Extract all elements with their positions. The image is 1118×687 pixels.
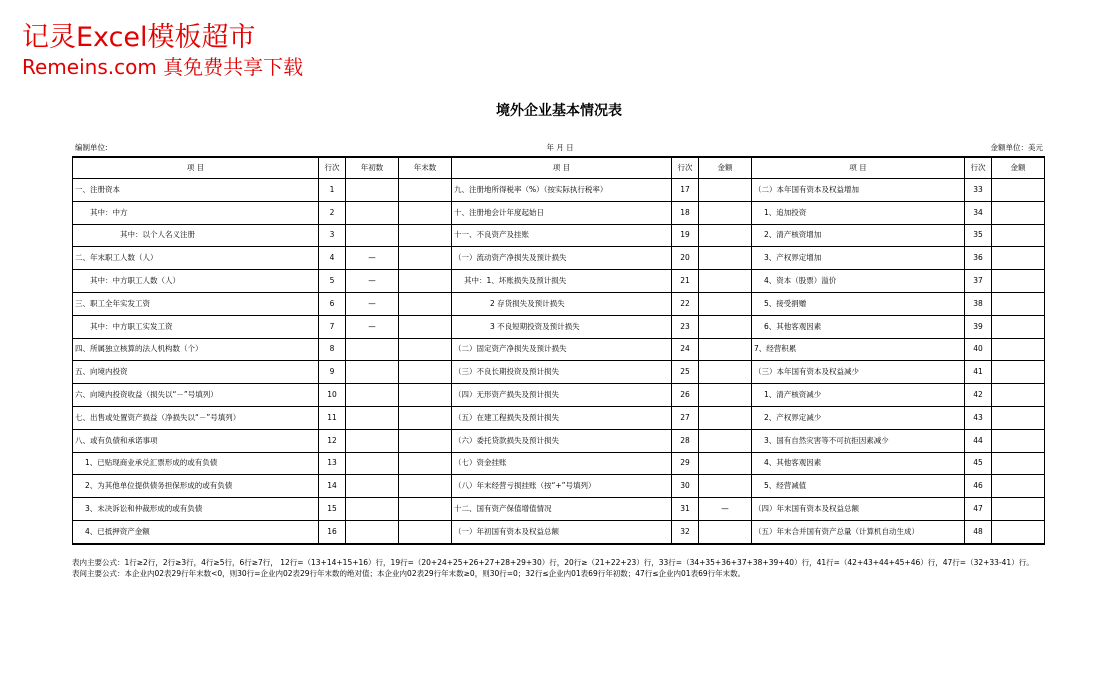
item-cell-3: 3、国有自然灾害等不可抗拒因素减少	[752, 429, 965, 452]
line-no-cell-3: 33	[965, 179, 992, 202]
header-item-2: 项 目	[452, 157, 672, 179]
closing-value-cell[interactable]	[399, 452, 452, 475]
line-no-cell: 3	[319, 224, 346, 247]
item-cell-3: （二）本年国有资本及权益增加	[752, 179, 965, 202]
table-row	[73, 361, 1045, 384]
item-cell-2: 十、注册地会计年度起始日	[452, 201, 672, 224]
line-no-cell-2: 18	[672, 201, 699, 224]
item-cell-3: 5、接受捐赠	[752, 292, 965, 315]
table-body	[73, 157, 1045, 544]
formula-notes	[72, 557, 1044, 579]
line-no-cell-3: 44	[965, 429, 992, 452]
closing-value-cell[interactable]	[399, 179, 452, 202]
line-no-cell: 14	[319, 475, 346, 498]
item-cell-2: （三）不良长期投资及预计损失	[452, 361, 672, 384]
header-opening: 年初数	[346, 157, 399, 179]
line-no-cell: 12	[319, 429, 346, 452]
amount-cell-2[interactable]	[699, 384, 752, 407]
item-cell-3: 6、其他客观因素	[752, 315, 965, 338]
amount-cell-3[interactable]	[992, 292, 1045, 315]
closing-value-cell[interactable]	[399, 315, 452, 338]
opening-value-cell[interactable]: —	[346, 315, 399, 338]
opening-value-cell[interactable]	[346, 361, 399, 384]
opening-value-cell[interactable]	[346, 338, 399, 361]
line-no-cell: 11	[319, 406, 346, 429]
opening-value-cell[interactable]: —	[346, 270, 399, 293]
opening-value-cell[interactable]	[346, 475, 399, 498]
item-cell: 六、向境内投资收益（损失以“－”号填列）	[73, 384, 319, 407]
line-no-cell-2: 26	[672, 384, 699, 407]
closing-value-cell[interactable]	[399, 361, 452, 384]
amount-cell-2[interactable]	[699, 475, 752, 498]
table-row	[73, 247, 1045, 270]
amount-cell-3[interactable]	[992, 247, 1045, 270]
item-cell-2: （四）无形资产损失及预计损失	[452, 384, 672, 407]
opening-value-cell[interactable]	[346, 384, 399, 407]
header-amount-2: 金额	[699, 157, 752, 179]
amount-cell-3[interactable]	[992, 224, 1045, 247]
header-line-no: 行次	[319, 157, 346, 179]
watermark-line-2: Remeins.com 真免费共享下载	[22, 55, 304, 79]
header-amount-3: 金额	[992, 157, 1045, 179]
line-no-cell-2: 27	[672, 406, 699, 429]
item-cell-2: （八）年末经营亏损挂账（按“+”号填列）	[452, 475, 672, 498]
line-no-cell-3: 38	[965, 292, 992, 315]
amount-cell-3[interactable]	[992, 338, 1045, 361]
item-cell: 其中：以个人名义注册	[73, 224, 319, 247]
header-line-no-3: 行次	[965, 157, 992, 179]
opening-value-cell[interactable]	[346, 452, 399, 475]
amount-cell-2[interactable]	[699, 406, 752, 429]
item-cell-3: （五）年末合并国有资产总量（计算机自动生成）	[752, 520, 965, 543]
amount-cell-2[interactable]	[699, 292, 752, 315]
line-no-cell: 4	[319, 247, 346, 270]
line-no-cell: 1	[319, 179, 346, 202]
closing-value-cell[interactable]	[399, 201, 452, 224]
line-no-cell: 9	[319, 361, 346, 384]
info-table	[72, 156, 1045, 545]
amount-cell-3[interactable]	[992, 270, 1045, 293]
line-no-cell-2: 21	[672, 270, 699, 293]
amount-cell-3[interactable]	[992, 361, 1045, 384]
amount-cell-3[interactable]	[992, 498, 1045, 521]
item-cell: 三、职工全年实发工资	[73, 292, 319, 315]
item-cell: 二、年末职工人数（人）	[73, 247, 319, 270]
item-cell-2: （二）固定资产净损失及预计损失	[452, 338, 672, 361]
line-no-cell-2: 30	[672, 475, 699, 498]
opening-value-cell[interactable]	[346, 520, 399, 543]
date-label: 年 月 日	[546, 143, 574, 152]
item-cell-2: 3 不良短期投资及预计损失	[452, 315, 672, 338]
closing-value-cell[interactable]	[399, 338, 452, 361]
line-no-cell-2: 29	[672, 452, 699, 475]
formula-note-inter: 表间主要公式：本企业内02表29行年末数<0，则30行=企业内02表29行年末数的绝对值；本企业内02表29行年末数≥0，则30行=0；32行≤企业内01表69行年初数；47行≤企业内01表69行年末数。	[72, 569, 746, 578]
line-no-cell: 5	[319, 270, 346, 293]
item-cell-2: 十二、国有资产保值增值情况	[452, 498, 672, 521]
table-row	[73, 292, 1045, 315]
line-no-cell-3: 39	[965, 315, 992, 338]
item-cell-3: （三）本年国有资本及权益减少	[752, 361, 965, 384]
item-cell: 四、所属独立核算的法人机构数（个）	[73, 338, 319, 361]
line-no-cell-3: 34	[965, 201, 992, 224]
item-cell-3: （四）年末国有资本及权益总额	[752, 498, 965, 521]
amount-cell-3[interactable]	[992, 520, 1045, 543]
table-row	[73, 338, 1045, 361]
amount-cell-2[interactable]	[699, 224, 752, 247]
item-cell-3: 2、产权界定减少	[752, 406, 965, 429]
line-no-cell-3: 37	[965, 270, 992, 293]
formula-note-intra: 表内主要公式：1行≥2行，2行≥3行，4行≥5行，6行≥7行， 12行=（13+14+15+16）行，19行=（20+24+25+26+27+28+29+30）行，20行≥（21+22+23）行，33行=（34+35+36+37+38+39+40）行，41行=（42+43+44+45+46）行，47行=（32+33-41）行。	[72, 558, 1034, 567]
amount-cell-3[interactable]	[992, 201, 1045, 224]
opening-value-cell[interactable]	[346, 498, 399, 521]
table-row	[73, 179, 1045, 202]
item-cell: 五、向境内投资	[73, 361, 319, 384]
amount-cell-3[interactable]	[992, 384, 1045, 407]
amount-cell-2[interactable]: —	[699, 498, 752, 521]
line-no-cell-3: 42	[965, 384, 992, 407]
line-no-cell-2: 32	[672, 520, 699, 543]
line-no-cell-2: 25	[672, 361, 699, 384]
item-cell: 其中：中方职工人数（人）	[73, 270, 319, 293]
line-no-cell: 2	[319, 201, 346, 224]
line-no-cell-3: 36	[965, 247, 992, 270]
opening-value-cell[interactable]	[346, 406, 399, 429]
line-no-cell-3: 40	[965, 338, 992, 361]
item-cell-3: 2、清产核资增加	[752, 224, 965, 247]
amount-cell-3[interactable]	[992, 179, 1045, 202]
table-row	[73, 224, 1045, 247]
opening-value-cell[interactable]	[346, 224, 399, 247]
table-header-row	[73, 157, 1045, 179]
closing-value-cell[interactable]	[399, 406, 452, 429]
opening-value-cell[interactable]: —	[346, 247, 399, 270]
table-row	[73, 315, 1045, 338]
amount-cell-3[interactable]	[992, 429, 1045, 452]
item-cell-2: （七）资金挂账	[452, 452, 672, 475]
closing-value-cell[interactable]	[399, 520, 452, 543]
closing-value-cell[interactable]	[399, 429, 452, 452]
line-no-cell: 8	[319, 338, 346, 361]
page-title: 境外企业基本情况表	[496, 103, 622, 119]
item-cell-3: 5、经营减值	[752, 475, 965, 498]
closing-value-cell[interactable]	[399, 224, 452, 247]
line-no-cell: 7	[319, 315, 346, 338]
table-row	[73, 270, 1045, 293]
closing-value-cell[interactable]	[399, 270, 452, 293]
amount-cell-2[interactable]	[699, 520, 752, 543]
amount-cell-2[interactable]	[699, 179, 752, 202]
amount-cell-2[interactable]	[699, 361, 752, 384]
item-cell-3: 4、其他客观因素	[752, 452, 965, 475]
table-row	[73, 201, 1045, 224]
item-cell: 1、已贴现商业承兑汇票形成的或有负债	[73, 452, 319, 475]
item-cell-3: 3、产权界定增加	[752, 247, 965, 270]
item-cell-3: 7、经营积累	[752, 338, 965, 361]
line-no-cell-3: 47	[965, 498, 992, 521]
closing-value-cell[interactable]	[399, 292, 452, 315]
item-cell-2: 十一、不良资产及挂账	[452, 224, 672, 247]
line-no-cell-3: 35	[965, 224, 992, 247]
line-no-cell-3: 48	[965, 520, 992, 543]
item-cell-2: 其中：1、坏账损失及预计损失	[452, 270, 672, 293]
line-no-cell-3: 41	[965, 361, 992, 384]
closing-value-cell[interactable]	[399, 475, 452, 498]
table-row	[73, 452, 1045, 475]
amount-cell-2[interactable]	[699, 452, 752, 475]
header-item-3: 项 目	[752, 157, 965, 179]
item-cell: 其中：中方职工实发工资	[73, 315, 319, 338]
line-no-cell-2: 20	[672, 247, 699, 270]
item-cell-2: （一）年初国有资本及权益总额	[452, 520, 672, 543]
header-line-no-2: 行次	[672, 157, 699, 179]
line-no-cell-3: 43	[965, 406, 992, 429]
line-no-cell: 13	[319, 452, 346, 475]
line-no-cell-2: 23	[672, 315, 699, 338]
table-row	[73, 520, 1045, 543]
opening-value-cell[interactable]: —	[346, 292, 399, 315]
header-closing: 年末数	[399, 157, 452, 179]
opening-value-cell[interactable]	[346, 429, 399, 452]
opening-value-cell[interactable]	[346, 201, 399, 224]
item-cell-3: 1、清产核资减少	[752, 384, 965, 407]
item-cell-2: 2 存货损失及预计损失	[452, 292, 672, 315]
watermark-line-1: 记灵Excel模板超市	[22, 22, 256, 53]
item-cell: 其中：中方	[73, 201, 319, 224]
line-no-cell-2: 17	[672, 179, 699, 202]
item-cell: 3、未决诉讼和仲裁形成的或有负债	[73, 498, 319, 521]
amount-cell-2[interactable]	[699, 429, 752, 452]
item-cell-2: （六）委托贷款损失及预计损失	[452, 429, 672, 452]
line-no-cell: 10	[319, 384, 346, 407]
header-item: 项 目	[73, 157, 319, 179]
table-row	[73, 475, 1045, 498]
amount-cell-3[interactable]	[992, 406, 1045, 429]
amount-cell-2[interactable]	[699, 315, 752, 338]
item-cell: 一、注册资本	[73, 179, 319, 202]
amount-cell-2[interactable]	[699, 270, 752, 293]
item-cell: 八、或有负债和承诺事项	[73, 429, 319, 452]
line-no-cell: 15	[319, 498, 346, 521]
table-row	[73, 406, 1045, 429]
line-no-cell: 6	[319, 292, 346, 315]
table-row	[73, 384, 1045, 407]
line-no-cell-3: 45	[965, 452, 992, 475]
item-cell-2: （五）在建工程损失及预计损失	[452, 406, 672, 429]
item-cell: 4、已抵押资产金额	[73, 520, 319, 543]
line-no-cell: 16	[319, 520, 346, 543]
closing-value-cell[interactable]	[399, 384, 452, 407]
amount-cell-3[interactable]	[992, 315, 1045, 338]
amount-cell-2[interactable]	[699, 338, 752, 361]
line-no-cell-2: 22	[672, 292, 699, 315]
item-cell-2: （一）流动资产净损失及预计损失	[452, 247, 672, 270]
line-no-cell-3: 46	[965, 475, 992, 498]
item-cell-2: 九、注册地所得税率（%）（按实际执行税率）	[452, 179, 672, 202]
closing-value-cell[interactable]	[399, 247, 452, 270]
line-no-cell-2: 31	[672, 498, 699, 521]
line-no-cell-2: 28	[672, 429, 699, 452]
amount-cell-3[interactable]	[992, 475, 1045, 498]
line-no-cell-2: 24	[672, 338, 699, 361]
closing-value-cell[interactable]	[399, 498, 452, 521]
currency-unit-label: 金额单位：美元	[990, 143, 1043, 152]
amount-cell-2[interactable]	[699, 247, 752, 270]
item-cell: 七、出售或处置资产损益（净损失以“－”号填列）	[73, 406, 319, 429]
table-row	[73, 429, 1045, 452]
item-cell-3: 4、资本（股票）溢价	[752, 270, 965, 293]
line-no-cell-2: 19	[672, 224, 699, 247]
item-cell: 2、为其他单位提供债务担保形成的或有负债	[73, 475, 319, 498]
table-row	[73, 498, 1045, 521]
reporting-unit-label: 编制单位:	[75, 143, 108, 152]
item-cell-3: 1、追加投资	[752, 201, 965, 224]
opening-value-cell[interactable]	[346, 179, 399, 202]
amount-cell-2[interactable]	[699, 201, 752, 224]
amount-cell-3[interactable]	[992, 452, 1045, 475]
